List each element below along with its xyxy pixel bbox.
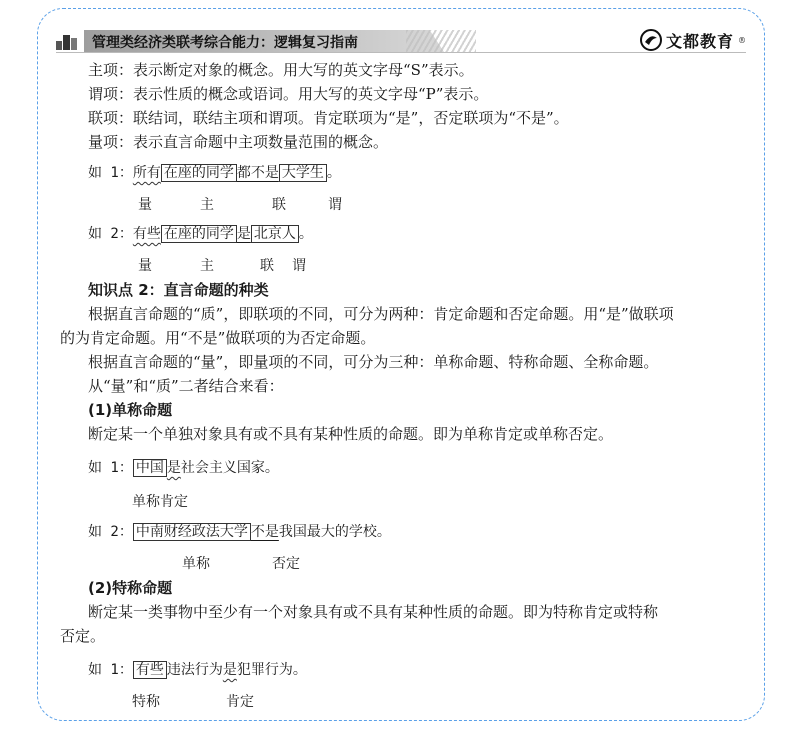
label-subject: 主 — [200, 258, 214, 274]
copula-term: 是 — [222, 662, 237, 678]
predicate-text: 社会主义国家。 — [180, 460, 279, 476]
example-1 — [88, 161, 341, 185]
predicate-term: 大学生 — [279, 164, 327, 182]
header-stripes — [406, 30, 476, 52]
singular-example-2 — [88, 520, 391, 544]
brand-logo-icon — [640, 29, 662, 51]
label-particular: 特称 — [132, 694, 160, 710]
label-quantifier: 量 — [138, 197, 152, 213]
predicate-text: 犯罪行为。 — [236, 662, 307, 678]
header-title: 管理类经济类联考综合能力：逻辑复习指南 — [92, 35, 358, 51]
subject-term: 中国 — [133, 459, 167, 477]
label-copula: 联 — [272, 197, 286, 213]
copula-term: 是 — [236, 226, 251, 242]
section-particular-title: (2)特称命题 — [88, 579, 173, 597]
section-singular-title: (1)单称命题 — [88, 401, 173, 419]
books-icon — [56, 32, 80, 50]
label-singular-affirmative: 单称肯定 — [132, 494, 188, 510]
section-singular-desc: 断定某一个单独对象具有或不具有某种性质的命题。即为单称肯定或单称否定。 — [88, 425, 614, 443]
quantifier-term: 有些 — [133, 661, 167, 679]
particular-example-1 — [88, 658, 307, 682]
example-prefix: 如 2： — [88, 226, 133, 242]
term-subject: 主项：表示断定对象的概念。用大写的英文字母“S”表示。 — [88, 61, 474, 79]
predicate-term: 北京人 — [251, 225, 299, 243]
copula-term: 是 — [166, 460, 181, 476]
brand — [640, 28, 746, 52]
example-prefix: 如 2： — [88, 524, 133, 540]
term-copula: 联项：联结词，联结主项和谓项。肯定联项为“是”，否定联项为“不是”。 — [88, 109, 569, 127]
knowledge-point-title: 知识点 2：直言命题的种类 — [88, 281, 269, 299]
predicate-text: 我国最大的学校。 — [278, 524, 391, 540]
label-predicate: 谓 — [328, 197, 342, 213]
label-subject: 主 — [200, 197, 214, 213]
subject-term: 在座的同学 — [161, 225, 237, 243]
header-divider — [56, 52, 746, 53]
label-predicate: 谓 — [292, 258, 306, 274]
subject-text: 违法行为 — [166, 662, 223, 678]
example-prefix: 如 1： — [88, 165, 133, 181]
section-particular-desc-2: 否定。 — [60, 627, 106, 645]
term-predicate: 谓项：表示性质的概念或语词。用大写的英文字母“P”表示。 — [88, 85, 489, 103]
copula-term: 都不是 — [236, 165, 279, 181]
quantifier-term: 所有 — [132, 165, 161, 181]
label-negative: 否定 — [272, 556, 300, 572]
copula-term: 不是 — [250, 524, 279, 540]
label-quantifier: 量 — [138, 258, 152, 274]
page-header — [56, 30, 746, 52]
paragraph-quality-1: 根据直言命题的“质”，即联项的不同，可分为两种：肯定命题和否定命题。用“是”做联项 — [88, 305, 674, 323]
paragraph-combine: 从“量”和“质”二者结合来看： — [88, 377, 284, 395]
label-copula: 联 — [260, 258, 274, 274]
singular-example-1 — [88, 456, 279, 480]
subject-term: 在座的同学 — [161, 164, 237, 182]
period: 。 — [298, 226, 313, 242]
example-prefix: 如 1： — [88, 460, 133, 476]
subject-term: 中南财经政法大学 — [133, 523, 251, 541]
example-2 — [88, 222, 313, 246]
period: 。 — [326, 165, 341, 181]
example-prefix: 如 1： — [88, 662, 133, 678]
brand-name: 文都教育 — [665, 31, 734, 51]
term-quantifier: 量项：表示直言命题中主项数量范围的概念。 — [88, 133, 389, 151]
label-singular: 单称 — [182, 556, 210, 572]
label-affirmative: 肯定 — [226, 694, 254, 710]
brand-registered-mark: ® — [738, 35, 746, 45]
paragraph-quantity: 根据直言命题的“量”，即量项的不同，可分为三种：单称命题、特称命题、全称命题。 — [88, 353, 659, 371]
quantifier-term: 有些 — [132, 226, 161, 242]
section-particular-desc-1: 断定某一类事物中至少有一个对象具有或不具有某种性质的命题。即为特称肯定或特称 — [88, 603, 659, 621]
paragraph-quality-2: 的为肯定命题。用“不是”做联项的为否定命题。 — [60, 329, 376, 347]
